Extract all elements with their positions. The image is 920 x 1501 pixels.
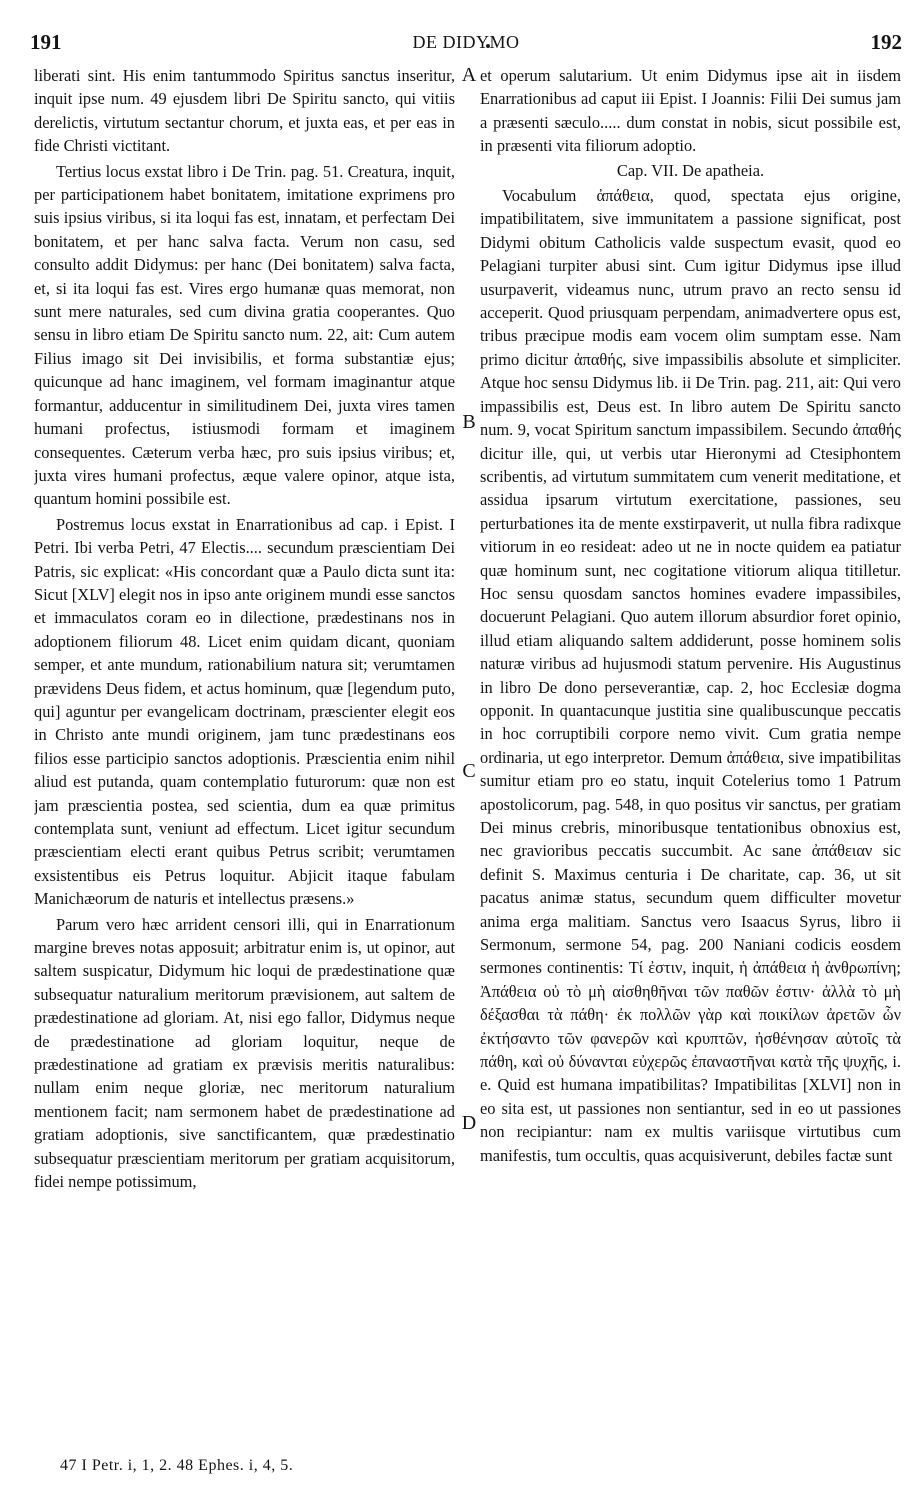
margin-letter-c: C	[462, 760, 476, 782]
page-number-left: 191	[30, 30, 62, 54]
paragraph: Postremus locus exstat in Enarrationibus ad cap. i Epist. I Petri. Ibi verba Petri, 47 Electis.... secundum præscientiam Dei Patris, sic explicat: «His concordant quæ a Paulo dicta sunt ita: Sicut [XLV] elegit nos in ipso ante originem mundi esse sanctos et immaculatos coram eo in dilectione, prædestinans nos in adoptionem filiorum 48. Licet enim quidam dicant, quoniam semper, et ante mundum, rationabilium natura sit; verumtamen prævidens Deus fidem, et actus hominum, quæ [legendum puto, qui] aguntur per evangelicam doctrinam, præscienter elegit eos in Christo ante mundi originem, jam tunc prædestinans eos filios esse participio sanctos adoptionis. Præscientia enim nihil aliud est putanda, quam contemplatio futurorum: quæ non est jam præscientia postea, sed scientia, dum ea quæ primitus contemplata sunt, veniunt ad effectum. Licet igitur secundum præscientiam electi erant quibus Petrus scribit; verumtamen exsistentibus eis Petrus loquitur. Abjicit itaque fabulam Manichæorum de naturis et intellectus præsens.»	[34, 514, 455, 909]
margin-letter-a: A	[461, 64, 477, 86]
running-title: DE DIDYMO	[412, 32, 520, 52]
paragraph: Parum vero hæc arrident censori illi, qui in Enarrationum margine breves notas apposuit; arbitratur enim is, ut opinor, aut saltem suspicatur, Didymum hic loqui de prædestinatione quæ subsequatur naturalium meritorum prævisionem, aut saltem de prædestinatione ad gloriam. At, nisi ego fallor, Didymus neque de prædestinatione ad gloriam loquitur, neque de prædestinatione ad gratiam ex prævisis meritis naturalibus: nullam enim neque gloriæ, nec meritorum naturalium mentionem facit; nam sermonem habet de prædestinatione ad gratiam adoptionis, sive sanctificantem, quæ prædestinatio subsequatur præscientiam meritorum per gratiam acquisitorum, fidei nempe potissimum,	[34, 914, 455, 1192]
paragraph: liberati sint. His enim tantummodo Spiritus sanctus inseritur, inquit ipse num. 49 ejusdem libri De Spiritu sancto, qui vitiis derelictis, virtutum sectantur chorum, et juxta eas, et per eas in fide Christi victitant.	[34, 66, 455, 156]
paragraph: Vocabulum ἀπάθεια, quod, spectata ejus origine, impatibilitatem, sive immunitatem a passione significat, post Didymi obitum Catholicis valde suspectum evasit, quod eo Pelagiani turpiter abusi sint. Cum igitur Didymus ipse illud usurpaverit, videamus nunc, utrum pravo an recto sensu id acceperit. Quod priusquam perpendam, animadvertere opus est, tribus præcipue modis eam vocem olim sumptam esse. Nam primo dicitur ἀπαθής, sive impassibilis absolute et simpliciter. Atque hoc sensu Didymus lib. ii De Trin. pag. 211, ait: Qui vero impassibilis est, Deus est. In libro autem De Spiritu sancto num. 9, vocat Spiritum sanctum impassibilem. Secundo ἀπαθής dicitur ille, qui, ut verbis utar Hieronymi ad Ctesiphontem scribentis, ad virtutum summitatem cum venerit meditatione, et assidua ipsarum virtutum exercitatione, passiones, seu perturbationes ita de mente exstirpaverit, ut nulla fibra radixque vitiorum in eo resideat: adeo ut ne in nocte quidem ea patiatur quæ hominum sunt, nec cogitatione vitiorum aliqua titilletur. Hoc sensu quosdam sanctos homines evadere impassibiles, docuerunt Pelagiani. Quo autem illorum absurdior foret opinio, illud etiam aliquando saltem addiderunt, posse hominem solis naturæ viribus ad hujusmodi statum pervenire. His Augustinus in libro De dono perseverantiæ, cap. 2, hoc Ecclesiæ dogma opponit. In quantacunque justitia sine qualibuscunque peccatis in hoc corruptibili corpore nemo vivit. Cum gratia nempe ordinaria, ut ego interpretor. Demum ἀπάθεια, sive impatibilitas sumitur etiam pro eo statu, inquit Cotelerius tomo 1 Patrum apostolicorum, pag. 548, in quo positus vir sanctus, per gratiam Dei minus crebris, minoribusque tentationibus obnoxius est, nec gravioribus peccatis succumbit. Ac sane ἀπάθειαν sic definit S. Maximus centuria i De charitate, cap. 36, ut sit pacatus animæ status, secundum quem difficulter movetur anima erga malitiam. Sanctus vero Isaacus Syrus, libro ii Sermonum, sermone 54, pag. 200 Naniani codicis eosdem sermones continentis: Τί ἐστιν, inquit, ἡ ἀπάθεια ἡ ἀνθρωπίνη; Ἀπάθεια οὐ τὸ μὴ αἰσθηθῆναι τῶν παθῶν ἐστιν· ἀλλὰ τὸ μὴ δέξασθαι τὰ πάθη· ἐκ πολλῶν γὰρ καὶ ποικίλων ἀρετῶν ὧν ἐκτήσαντο τῶν φανερῶν καὶ κρυπτῶν, ἠσθένησαν αὐτοῖς τὰ πάθη, καὶ οὐ δύνανται εὐχερῶς ἐπαναστῆναι κατὰ τῆς ψυχῆς, i. e. Quid est humana impatibilitas? Impatibilitas [XLVI] non in eo sita est, ut passiones non sentiantur, sed in eo ut passiones non recipiantur: nam ex multis variisque virtutibus cum manifestis, tum occultis, quas acquisiverunt, debiles factæ sunt	[480, 186, 901, 1165]
margin-letter-b: B	[462, 411, 476, 433]
footnotes: 47 I Petr. i, 1, 2. 48 Ephes. i, 4, 5.	[60, 1457, 294, 1474]
chapter-heading: Cap. VII. De apatheia.	[616, 160, 765, 180]
paragraph: Tertius locus exstat libro i De Trin. pag. 51. Creatura, inquit, per participationem habet bonitatem, imitatione exprimens pro suis ipsius viribus, si ita loqui fas est, innatam, et perfectam Dei bonitatem, et per hanc salva facta. Verum non casu, sed consulto addit Didymus: per hanc (Dei bonitatem) salva facta, et, si ita loqui fas est. Vires ergo humanæ quas memorat, non sunt mere naturales, sed cum divina gratia cooperantes. Quo sensu in libro etiam De Spiritu sancto num. 22, ait: Cum autem Filius imago sit Dei invisibilis, et forma substantiæ ejus; quicunque ad hanc imaginem, vel formam imaginantur atque formantur, adducentur in similitudinem Dei, juxta vires tamen humani profectus, istiusmodi formam et imaginem consequentes. Cæterum verba hæc, pro suis ipsius viribus; et, juxta vires humani profectus, æque valere opinor, atque ista, quantum homini possibile est.	[34, 161, 455, 509]
left-column	[34, 64, 455, 1439]
page-header	[30, 30, 902, 60]
page-number-right: 192	[870, 30, 902, 54]
margin-letter-d: D	[461, 1112, 477, 1134]
paragraph: et operum salutarium. Ut enim Didymus ipse ait in iisdem Enarrationibus ad caput iii Epist. I Joannis: Filii Dei sumus jam a præsenti sæculo..... dum constat in nobis, sicut possibile est, in præsenti vita filiorum adoptio.	[480, 66, 901, 156]
right-column	[480, 64, 901, 1439]
